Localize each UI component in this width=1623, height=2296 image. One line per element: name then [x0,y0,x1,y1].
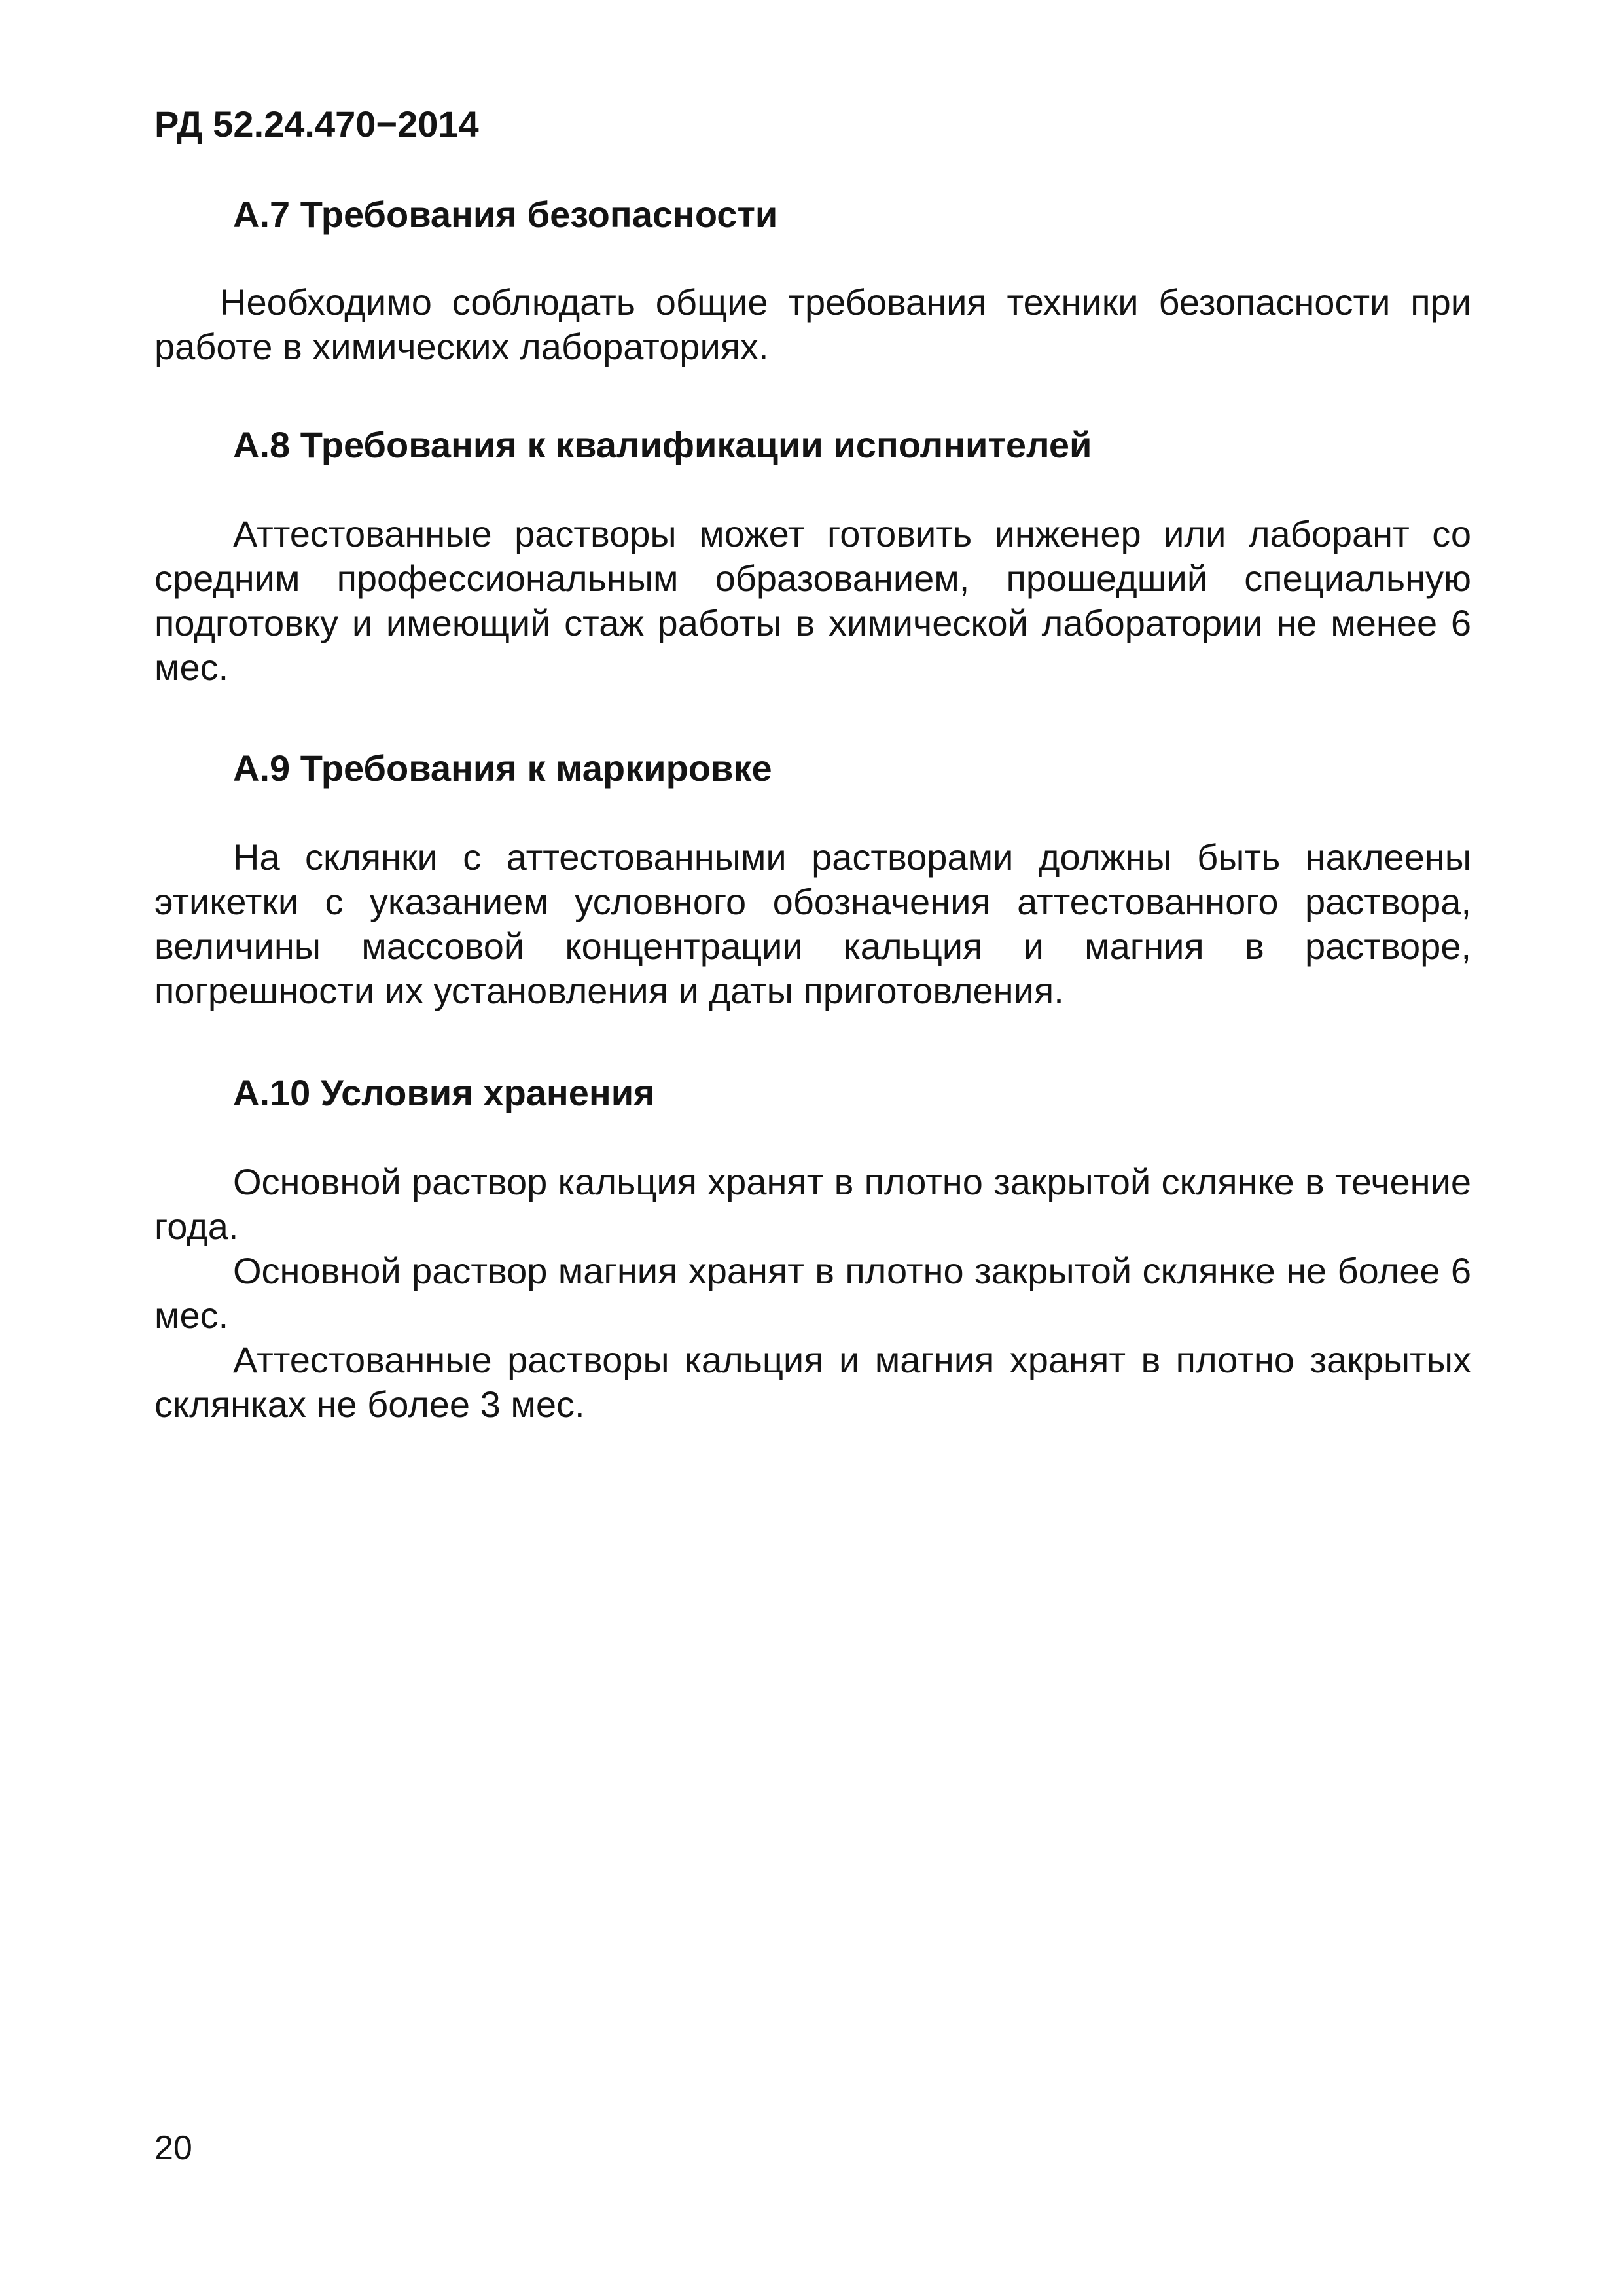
section-title-a10: А.10 Условия хранения [233,1072,655,1113]
section-a10-paragraph-1: Основной раствор кальция хранят в плотно закрытой склянке в течение года. [154,1161,1471,1247]
section-a10-paragraph-3: Аттестованные растворы кальция и магния хранят в плотно закрытых склянках не более 3 мес. [154,1339,1471,1425]
section-a7-paragraph: Необходимо соблюдать общие требования техники безопасности при работе в химических лабораториях. [154,281,1471,367]
section-title-a8: А.8 Требования к квалификации исполнителей [233,424,1092,465]
section-a9-paragraph: На склянки с аттестованными растворами должны быть наклеены этикетки с указанием условного обозначения аттестованного раствора, величины массовой концентрации кальция и магния в растворе, погрешности их установления и даты приготовления. [154,836,1471,1011]
section-a8-paragraph: Аттестованные растворы может готовить инженер или лаборант со средним профессиональным образованием, прошедший специальную подготовку и имеющий стаж работы в химической лаборатории не менее 6 мес. [154,513,1471,688]
section-title-a7: А.7 Требования безопасности [233,194,778,235]
document-code: РД 52.24.470−2014 [154,103,479,145]
section-title-a9: А.9 Требования к маркировке [233,747,772,789]
page-number: 20 [154,2129,192,2167]
section-a10-paragraph-2: Основной раствор магния хранят в плотно закрытой склянке не более 6 мес. [154,1250,1471,1336]
document-page [154,98,1471,1427]
